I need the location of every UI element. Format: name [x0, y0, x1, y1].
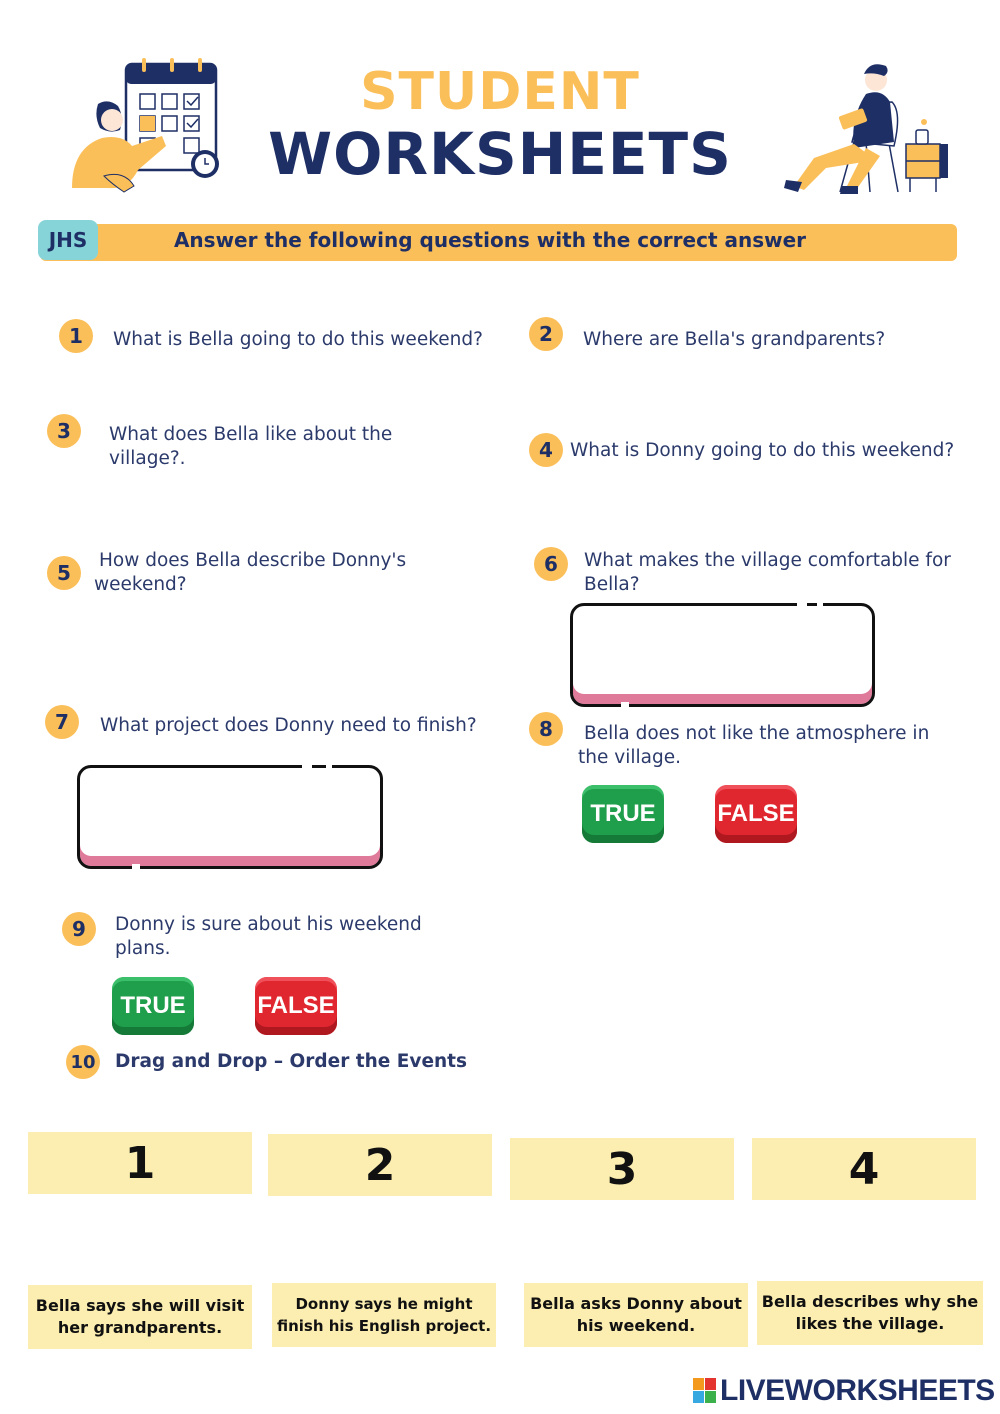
question-7-text: What project does Donny need to finish? — [100, 715, 477, 736]
question-1-badge: 1 — [59, 319, 93, 353]
liveworksheets-logo-icon — [693, 1378, 717, 1404]
title-line-2: WORKSHEETS — [268, 120, 732, 188]
event-card-4[interactable]: Bella describes why she likes the village. — [757, 1281, 983, 1345]
question-9-false-button[interactable]: FALSE — [255, 977, 337, 1035]
question-6-text: What makes the village comfortable for Bella? — [584, 550, 951, 595]
question-7-answer-box[interactable] — [77, 765, 383, 869]
question-5-text: How does Bella describe Donny's weekend? — [94, 550, 407, 595]
instruction-text: Answer the following questions with the correct answer — [173, 228, 807, 252]
question-8-text: Bella does not like the atmosphere in the village. — [578, 723, 930, 768]
question-9-true-button[interactable]: TRUE — [112, 977, 194, 1035]
question-9-text: Donny is sure about his weekend plans. — [115, 914, 422, 959]
order-slot-3[interactable]: 3 — [510, 1138, 734, 1200]
title-line-1: STUDENT — [360, 62, 640, 122]
question-10-badge: 10 — [66, 1045, 100, 1079]
question-4-badge: 4 — [529, 433, 563, 467]
question-7-badge: 7 — [45, 705, 79, 739]
question-10-text: Drag and Drop – Order the Events — [115, 1051, 468, 1072]
level-tag: JHS — [38, 220, 98, 260]
liveworksheets-logo-text: LIVEWORKSHEETS — [720, 1374, 995, 1407]
question-8-true-button[interactable]: TRUE — [582, 785, 664, 843]
event-card-1[interactable]: Bella says she will visit her grandparents. — [28, 1285, 252, 1349]
event-card-3[interactable]: Bella asks Donny about his weekend. — [524, 1283, 748, 1347]
question-8-badge: 8 — [529, 712, 563, 746]
question-3-badge: 3 — [47, 414, 81, 448]
event-card-2[interactable]: Donny says he might finish his English project. — [272, 1283, 496, 1347]
order-slot-4[interactable]: 4 — [752, 1138, 976, 1200]
question-3-text: What does Bella like about the village?. — [109, 424, 393, 469]
question-9-badge: 9 — [62, 912, 96, 946]
question-8-false-button[interactable]: FALSE — [715, 785, 797, 843]
question-6-answer-box[interactable] — [570, 603, 875, 707]
question-2-badge: 2 — [529, 317, 563, 351]
question-2-text: Where are Bella's grandparents? — [583, 329, 886, 350]
question-6-badge: 6 — [534, 547, 568, 581]
question-4-text: What is Donny going to do this weekend? — [570, 440, 955, 461]
order-slot-1[interactable]: 1 — [28, 1132, 252, 1194]
question-5-badge: 5 — [47, 556, 81, 590]
order-slot-2[interactable]: 2 — [268, 1134, 492, 1196]
question-1-text: What is Bella going to do this weekend? — [113, 329, 483, 350]
